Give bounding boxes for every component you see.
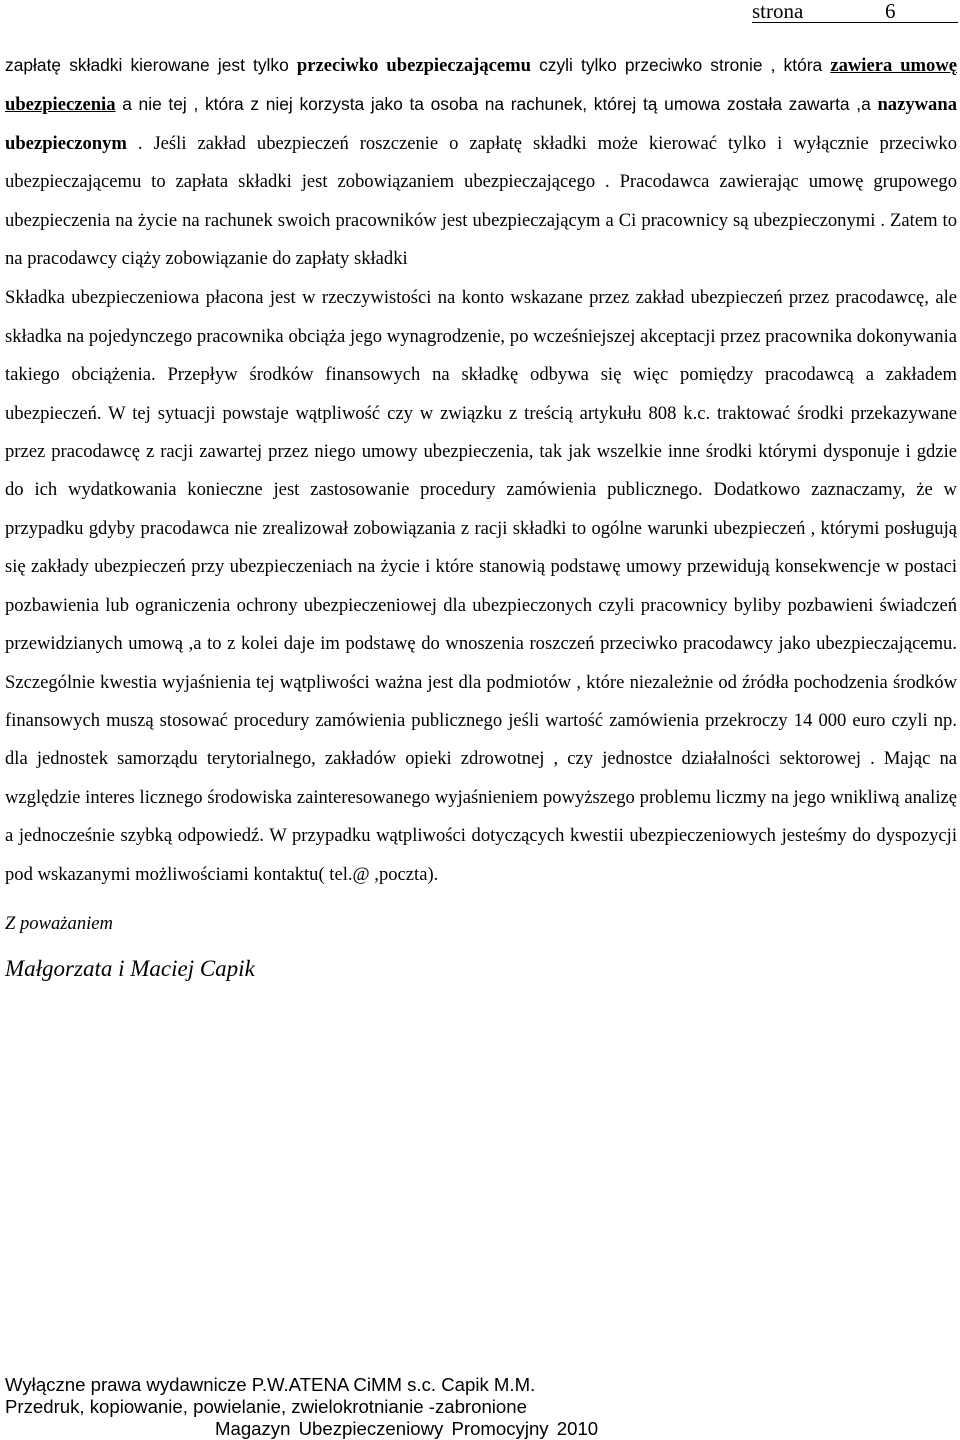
footer-copy-notice: Przedruk, kopiowanie, powielanie, zwielokrotnianie -zabronione [5,1396,527,1417]
text-run: a nie tej , która z niej korzysta jako ta osoba na rachunek, której tą umowa została zawarta ,a [115,94,878,115]
text-run: zapłatę składki kierowane jest tylko [5,55,297,75]
footer-rights: Wyłączne prawa wydawnicze P.W.ATENA CiMM s.c. Capik M.M. [5,1374,536,1395]
page-label: strona [752,0,804,23]
bold-underlined-text: zawiera umowę ubezpieczenia [5,55,958,116]
bold-text: nazywana ubezpieczonym [5,94,957,154]
paragraph-2: Składka ubezpieczeniowa płacona jest w rzeczywistości na konto wskazane przez zakład ubezpieczeń przez pracodawcę, ale składka na pojedynczego pracownika obciąża jego wynagrodzenie, po wcześniejszej akceptacji przez pracownika dokonywania takiego obciążenia. Przepływ środków finansowych na składkę odbywa się więc pomiędzy pracodawcą a zakładem ubezpieczeń. W tej sytuacji powstaje wątpliwość czy w związku z treścią artykułu 808 k.c. traktować środki przekazywane przez pracodawcę z racji zawartej przez niego umowy ubezpieczenia, tak jak wszelkie inne środki którymi dysponuje i gdzie do ich wydatkowania konieczne jest zastosowanie procedury zamówienia publicznego. Dodatkowo zaznaczamy, że w przypadku gdyby pracodawca nie zrealizował zobowiązania z racji składki to ogólne warunki ubezpieczeń , którymi posługują się zakłady ubezpieczeń przy ubezpieczeniach na życie i które stanowią podstawę umowy przewidują konsekwencje w postaci pozbawienia lub ograniczenia ochrony ubezpieczeniowej dla ubezpieczonych czyli pracownicy byliby pozbawieni świadczeń przewidzianych umową ,a to z kolei daje im podstawę do wnoszenia roszczeń przeciwko pracodawcy jako ubezpieczającemu. Szczególnie kwestia wyjaśnienia tej wątpliwości ważna jest dla podmiotów , które niezależnie od źródła pochodzenia środków finansowych muszą stosować procedury zamówienia publicznego jeśli wartość zamówienia przekroczy 14 000 euro czyli np. dla jednostek samorządu terytorialnego, zakładów opieki zdrowotnej , czy jednostce działalności sektorowej . Mając na względzie interes licznego środowiska zainteresowanego wyjaśnieniem powyższego problemu liczmy na jego wnikliwą analizę a jednocześnie szybką odpowiedź. W przypadku wątpliwości dotyczących kwestii ubezpieczeniowych jesteśmy do dyspozycji pod wskazanymi możliwościami kontaktu( tel.@ ,poczta). [5,287,957,885]
text-run: czyli tylko przeciwko stronie , która [530,55,831,75]
letter-body [5,46,957,984]
page-number: 6 [885,0,896,23]
paragraph-1 [5,46,957,278]
signature: Małgorzata i Maciej Capik [5,955,255,981]
page-header [0,0,960,24]
text-run: . Jeśli zakład ubezpieczeń roszczenie o zapłatę składki może kierować tylko i wyłącznie przeciwko ubezpieczającemu to zapłata składki jest zobowiązaniem ubezpieczającego . Pracodawca zawierając umowę grupowego ubezpieczenia na życie na rachunek swoich pracowników jest ubezpieczającym a Ci pracownicy są ubezpieczonymi . Zatem to na pracodawcy ciąży zobowiązanie do zapłaty składki [5,132,957,270]
greeting: Z poważaniem [5,912,113,934]
bold-text: przeciwko ubezpieczającemu [296,55,531,76]
footer-magazine: Magazyn Ubezpieczeniowy Promocyjny 2010 [215,1418,599,1439]
